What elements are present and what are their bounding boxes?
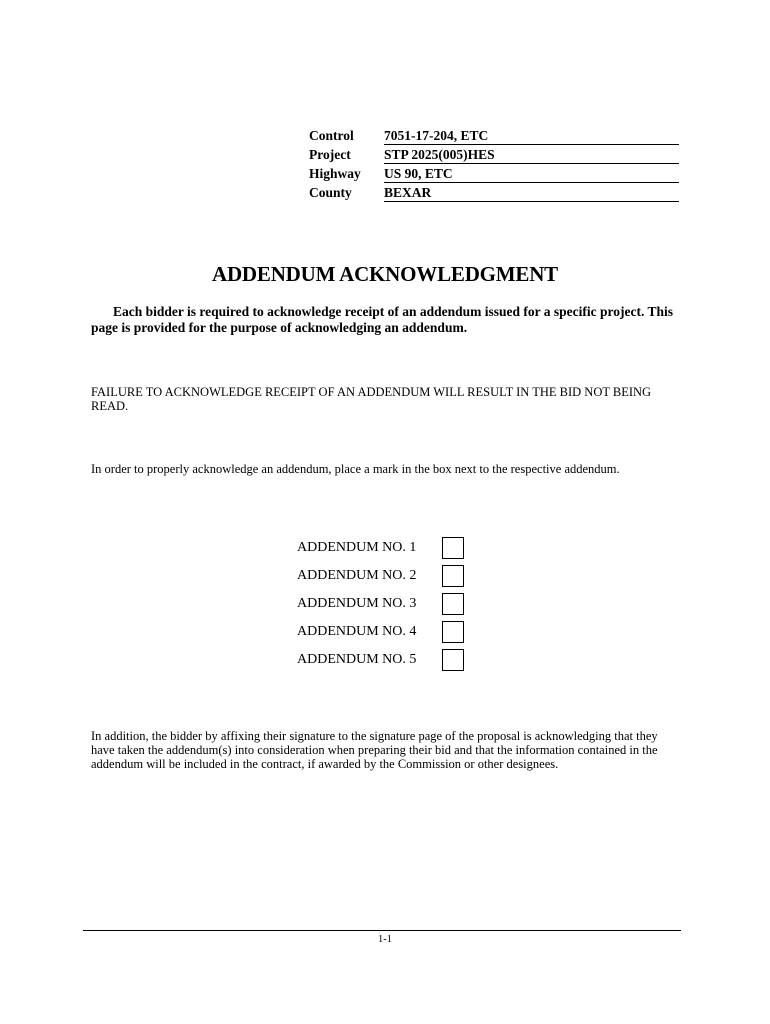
warning-paragraph: FAILURE TO ACKNOWLEDGE RECEIPT OF AN ADDENDUM WILL RESULT IN THE BID NOT BEING READ. (91, 385, 652, 413)
addendum-1-checkbox[interactable] (442, 537, 464, 559)
addendum-4-checkbox[interactable] (442, 621, 464, 643)
footer-divider (83, 930, 681, 931)
addendum-2-checkbox[interactable] (442, 565, 464, 587)
info-row-control (309, 126, 679, 145)
highway-label: Highway (309, 166, 361, 181)
info-row-county (309, 183, 679, 202)
project-value: STP 2025(005)HES (384, 147, 679, 164)
intro-paragraph (91, 304, 691, 336)
addendum-5-checkbox[interactable] (442, 649, 464, 671)
addendum-3-checkbox[interactable] (442, 593, 464, 615)
addendum-row-4 (297, 620, 477, 648)
project-info-table (309, 126, 679, 202)
intro-text: Each bidder is required to acknowledge receipt of an addendum issued for a specific project. This page is provided for the purpose of acknowledging an addendum. (91, 304, 674, 335)
info-row-highway (309, 164, 679, 183)
addendum-row-5 (297, 648, 477, 676)
addendum-row-3 (297, 592, 477, 620)
county-label: County (309, 185, 352, 200)
addendum-row-1 (297, 536, 477, 564)
control-value: 7051-17-204, ETC (384, 128, 679, 145)
control-label: Control (309, 128, 354, 143)
page-number: 1-1 (378, 934, 392, 945)
county-value: BEXAR (384, 185, 679, 202)
addendum-label: ADDENDUM NO. 5 (297, 652, 417, 667)
addendum-label: ADDENDUM NO. 2 (297, 568, 417, 583)
project-label: Project (309, 147, 351, 162)
addendum-row-2 (297, 564, 477, 592)
closing-paragraph: In addition, the bidder by affixing their signature to the signature page of the proposal is acknowledging that they have taken the addendum(s) into consideration when preparing their bid and that the information contained in the addendum will be included in the contract, if awarded by the Commission or other designees. (91, 729, 658, 771)
addendum-label: ADDENDUM NO. 1 (297, 540, 417, 555)
info-row-project (309, 145, 679, 164)
instruction-paragraph: In order to properly acknowledge an addendum, place a mark in the box next to the respective addendum. (91, 462, 620, 476)
addendum-label: ADDENDUM NO. 3 (297, 596, 417, 611)
addendum-list (297, 536, 477, 676)
page-title: ADDENDUM ACKNOWLEDGMENT (212, 262, 558, 286)
highway-value: US 90, ETC (384, 166, 679, 183)
addendum-label: ADDENDUM NO. 4 (297, 624, 417, 639)
